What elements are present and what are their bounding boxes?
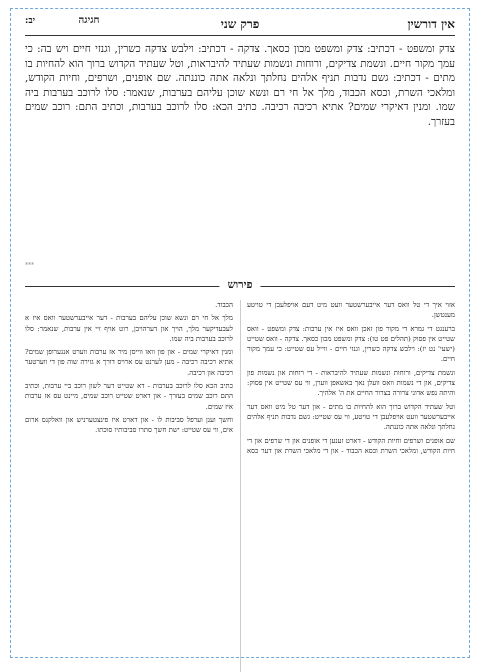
tractate-and-page [25, 15, 99, 26]
commentary-paragraph: ברענגט די גמרא די מקור פון זאכן וואס איז אין ערבות: צדק ומשפט - וואס שטייט אין פסוק (תהלים פט טו): צדק ומשפט מכון כסאך. צדקה - וואס שטייט (ישעי' נט יז): וילבש צדקה כשרין, וגנזי חיים - ווייל עס שטייט: כי עמך מקור חיים. [247, 324, 455, 364]
commentary-paragraph: וטל שעתיד הקדוש ברוך הוא להחיות בו מתים - און דער טל מיט וואס דער אייבערשטער וועט אויפלעבן די טויטע, ווי עס שטייט: גשם נדבות תניף אלהים נחלתך ונלאה אתה כוננתה. [247, 402, 455, 432]
commentary-paragraph: מלך אל חי רם ונשא שוכן עליהם בערבות - דער אייבערשטער וואס איז א לעבעדיקער מלך, הויך און דערהויבן, רוט אויף זיי אין ערבות, שנאמר: סלו לרוכב בערבות ביה שמו. [25, 314, 233, 343]
chapter-name: אין דורשין [407, 17, 455, 31]
page-header [25, 9, 455, 36]
commentary-paragraph: ומנין דאיקרי שמים - און פון וואו ווייסן מיר אז ערבות ווערט אנגערופן שמים? אתיא רכיבה רכיבה - מען לערנט עס ארויס דורך א גזירה שוה פון די ווערטער רכיבה און רכיבה. [25, 348, 233, 377]
commentary-paragraph: וחשך וענן וערפל סביבות לו - און דארט איז פינצטערניש און וואלקנס ארום אים, ווי עס שטייט: ישת חשך סתרו סביבותיו סוכתו. [25, 415, 233, 435]
tractate-title: חגיגה [78, 15, 100, 26]
page-number: יב: [25, 16, 36, 26]
commentary-divider [25, 278, 455, 294]
gemara-text: צדק ומשפט - דכתיב: צדק ומשפט מכון כסאך. צדקה - דכתיב: וילבש צדקה כשרין, וגנזי חיים ויש בה: כי עמך מקור חיים. ונשמת צדיקים, ורוחות ונשמות שעתיד להיבראות, וטל שעתיד הקדוש ברוך הוא להחיות בו מתים - דכתיב: גשם נדבות תניף אלהים נחלתך ונלאה אתה כוננתה. שם אופנים, ושרפים, וחיות הקודש, ומלאכי השרת, וכסא הכבוד, מלך אל חי רם ונשא שוכן עליהם בערבות, שנאמר: סלו לרוכב בערבות ביה שמו. ומנין דאיקרי שמים? אתיא רכיבה רכיבה. כתיב הכא: סלו לרוכב בערבות, וכתיב התם: רוכב שמים בעזרך. [25, 43, 455, 128]
commentary-paragraph: שם אופנים ושרפים וחיות הקודש - דארט זענען די אופנים און די שרפים און די חיות הקודש, ומלאכי השרת וכסא הכבוד - און די מלאכי השרת און דער כסא הכבוד. [215, 301, 455, 455]
chapter-number: פרק שני [220, 17, 260, 31]
commentary-paragraph: ונשמת צדיקים, ורוחות ונשמות שעתיד להיבראות - די רוחות און נשמות פון צדיקים, און די נשמות וואס וועלן נאך באשאפן ווערן, ווי עס שטייט אין פסוק: והיתה נפש אדוני צרורה בצרור החיים את ה' אלהיך. [247, 368, 455, 398]
commentary-paragraph: אזוי איך די טל וואס דער אייבערשטער וועט מיט דעם אויפלעבן די טויטע מענטשן. [247, 301, 455, 320]
section-mark: *** [25, 262, 34, 269]
talmud-page [10, 8, 470, 658]
commentary-paragraph: כתיב הכא סלו לרוכב בערבות - דא שטייט דער לשון רוכב ביי ערבות, וכתיב התם רוכב שמים בעזרך - און דארט שטייט רוכב שמים, מיינט עס אז ערבות איז שמים. [25, 382, 233, 411]
commentary-heading: פירוש [220, 278, 261, 291]
commentary-body [25, 300, 455, 672]
